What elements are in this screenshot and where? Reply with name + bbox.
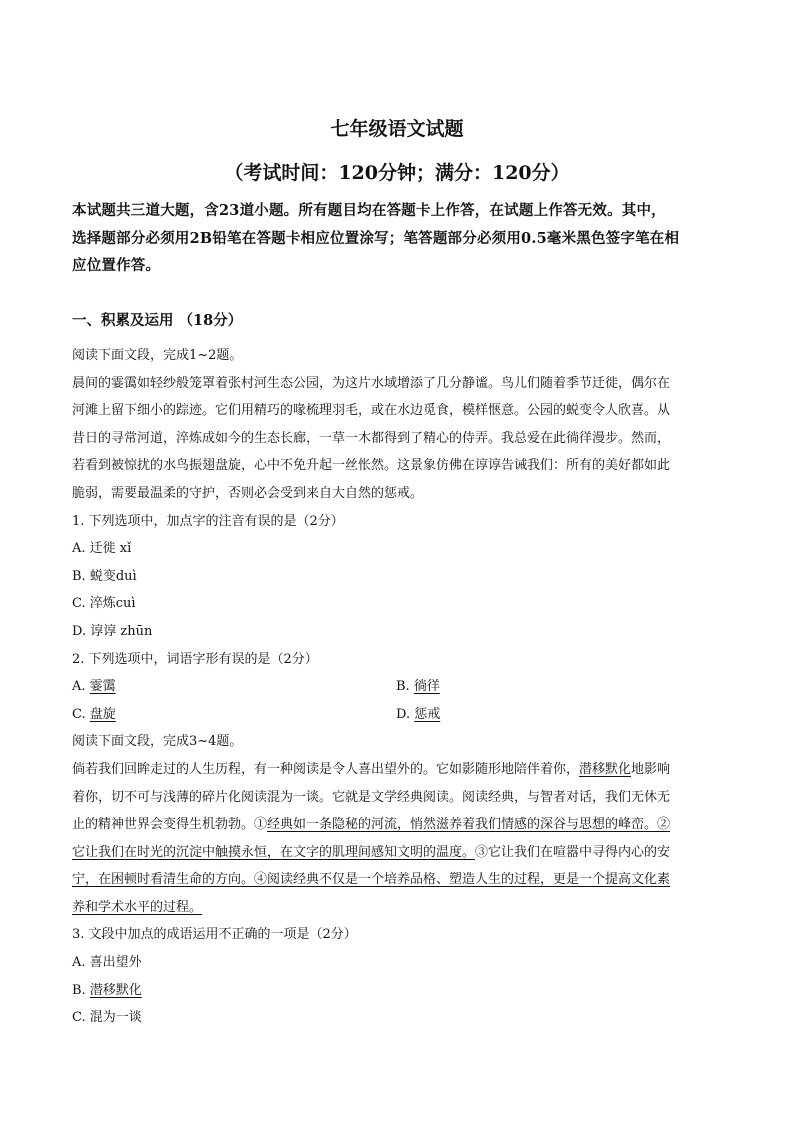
option-row <box>72 701 722 729</box>
option-a: A. 喜出望外 <box>72 955 142 971</box>
option-b: B. 潜移默化 <box>72 982 142 998</box>
option-c: C. 淬炼cuì <box>72 596 136 612</box>
option-d: D. 谆谆 zhūn <box>72 623 153 639</box>
question-body <box>72 342 722 1032</box>
exam-instructions <box>72 196 722 279</box>
passage-line: 养和学术水平的过程。 <box>72 899 203 915</box>
question-stem: 2. 下列选项中，词语字形有误的是（2分） <box>72 651 318 667</box>
option-a: A. 迁徙 xǐ <box>72 541 132 557</box>
passage-line: 止的精神世界会变得生机勃勃。①经典如一条隐秘的河流，悄然滋养着我们情感的深谷与思想的峰峦。② <box>72 817 671 833</box>
option-b: B. 蜕变duì <box>72 568 137 584</box>
option-word: 徜徉 <box>413 679 440 695</box>
passage-line: 宁，在困顿时看清生命的方向。④阅读经典不仅是一个培养品格、塑造人生的过程，更是一个提高文化素 <box>72 872 671 888</box>
passage-line: 河滩上留下细小的踪迹。它们用精巧的喙梳理羽毛，或在水边觅食，模样惬意。公园的蜕变令人欣喜。从 <box>72 403 671 419</box>
exam-subtitle: （考试时间：120分钟；满分：120分） <box>224 162 570 184</box>
instruction-line: 本试题共三道大题，含23道小题。所有题目均在答题卡上作答，在试题上作答无效。其中， <box>72 202 666 219</box>
instruction-line: 应位置作答。 <box>72 257 161 275</box>
section-heading: 一、积累及运用 （18分） <box>72 312 243 329</box>
passage-lead: 阅读下面文段，完成3~4题。 <box>72 734 243 750</box>
passage-line: 着你，切不可与浅薄的碎片化阅读混为一谈。它就是文学经典阅读。阅读经典，与智者对话，我们无休无 <box>72 789 671 805</box>
option-c: C. 盘旋 <box>72 706 116 722</box>
option-a: A. 霎霭 <box>72 679 116 695</box>
option-row <box>72 673 722 701</box>
option-b: B. 徜徉 <box>396 679 440 695</box>
option-word: 霎霭 <box>89 679 116 695</box>
question-stem: 1. 下列选项中，加点字的注音有误的是（2分） <box>72 513 344 529</box>
option-d: D. 惩戒 <box>396 706 441 722</box>
page-title: 七年级语文试题 <box>330 118 464 140</box>
option-word: 惩戒 <box>414 706 441 722</box>
passage-line: 若看到被惊扰的水鸟振翅盘旋，心中不免升起一丝怅然。这景象仿佛在谆谆告诫我们：所有的美好都如此 <box>72 458 671 474</box>
question-stem: 3. 文段中加点的成语运用不正确的一项是（2分） <box>72 927 357 943</box>
passage-line: 倘若我们回眸走过的人生历程，有一种阅读是令人喜出望外的。它如影随形地陪伴着你，潜移默化地影响 <box>72 761 671 777</box>
instruction-line: 选择题部分必须用2B铅笔在答题卡相应位置涂写；笔答题部分必须用0.5毫米黑色签字笔在相 <box>72 229 680 247</box>
passage-line: 晨间的霎霭如轻纱般笼罩着张村河生态公园，为这片水域增添了几分静谧。鸟儿们随着季节迁徙，偶尔在 <box>72 375 671 391</box>
passage-line: 它让我们在时光的沉淀中触摸永恒，在文字的肌理间感知文明的温度。③它让我们在喧嚣中寻得内心的安 <box>72 844 671 860</box>
passage-line: 昔日的寻常河道，淬炼成如今的生态长廊，一草一木都得到了精心的侍弄。我总爱在此徜徉漫步。然而， <box>72 430 671 446</box>
option-word: 盘旋 <box>89 706 116 722</box>
option-c: C. 混为一谈 <box>72 1010 142 1026</box>
passage-lead: 阅读下面文段，完成1~2题。 <box>72 348 243 363</box>
passage-line: 脆弱，需要最温柔的守护，否则必会受到来自大自然的惩戒。 <box>72 485 424 501</box>
